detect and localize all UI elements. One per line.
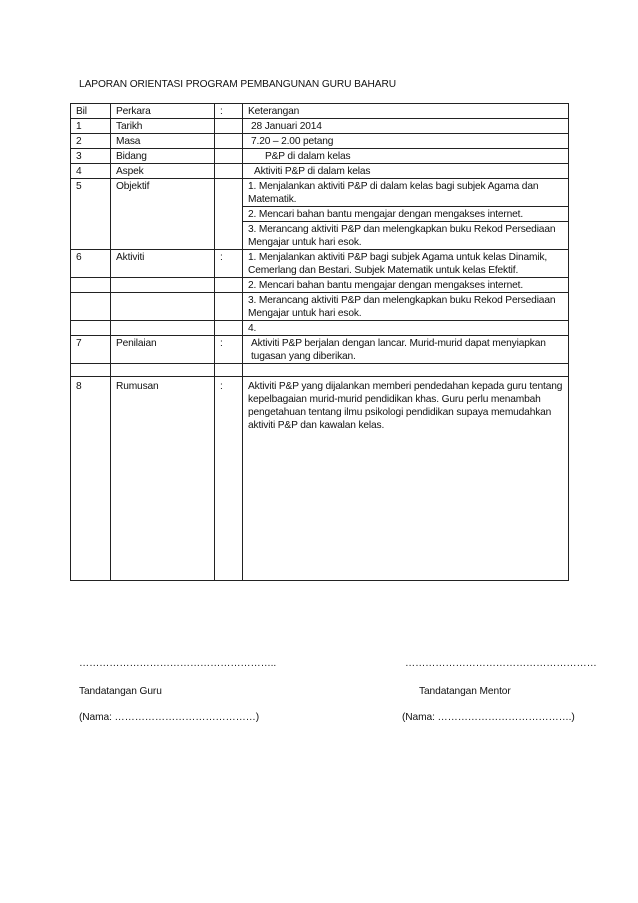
table-header-row <box>71 104 569 119</box>
objective-item: 2. Mencari bahan bantu mengajar dengan mengakses internet. <box>243 207 569 222</box>
row-keterangan <box>243 149 569 164</box>
row-perkara: Aspek <box>111 164 215 179</box>
row-separator <box>215 119 243 134</box>
activity-item: 1. Menjalankan aktiviti P&P bagi subjek Agama untuk kelas Dinamik, Cemerlang dan Bestari. Subjek Matematik untuk kelas Efektif. <box>243 250 569 278</box>
row-bil: 5 <box>71 179 111 250</box>
table-row <box>71 250 569 278</box>
row-keterangan <box>243 134 569 149</box>
row-perkara: Masa <box>111 134 215 149</box>
teacher-signature-line: ………………………………………………….. <box>79 658 277 669</box>
header-keterangan: Keterangan <box>243 104 569 119</box>
table-row <box>71 321 569 336</box>
row-separator: : <box>215 336 243 364</box>
aspect-value: Aktiviti P&P di dalam kelas <box>254 166 371 177</box>
row-keterangan <box>243 336 569 364</box>
field-value: P&P di dalam kelas <box>265 151 351 162</box>
teacher-name-field: (Nama: ……………………………………) <box>79 712 260 723</box>
row-bil: 1 <box>71 119 111 134</box>
row-bil: 4 <box>71 164 111 179</box>
objective-item: 1. Menjalankan aktiviti P&P di dalam kelas bagi subjek Agama dan Matematik. <box>243 179 569 207</box>
row-bil: 7 <box>71 336 111 364</box>
summary-text: Aktiviti P&P yang dijalankan memberi pendedahan kepada guru tentang kepelbagaian murid-murid pendidikan khas. Guru perlu menambah pengetahuan tentang ilmu psikologi pendidikan supaya memudahkan aktiviti P&P dan kawalan kelas. <box>243 377 569 581</box>
row-separator: : <box>215 377 243 581</box>
header-perkara: Perkara <box>111 104 215 119</box>
table-row <box>71 336 569 364</box>
row-perkara: Penilaian <box>111 336 215 364</box>
row-bil: 8 <box>71 377 111 581</box>
row-separator <box>215 179 243 250</box>
activity-item: 3. Merancang aktiviti P&P dan melengkapkan buku Rekod Persediaan Mengajar untuk hari esok. <box>243 293 569 321</box>
table-row <box>71 278 569 293</box>
mentor-signature-label: Tandatangan Mentor <box>419 686 511 697</box>
row-keterangan <box>243 119 569 134</box>
row-perkara: Tarikh <box>111 119 215 134</box>
row-bil: 3 <box>71 149 111 164</box>
activity-item: 2. Mencari bahan bantu mengajar dengan mengakses internet. <box>243 278 569 293</box>
header-bil: Bil <box>71 104 111 119</box>
row-separator <box>215 134 243 149</box>
document-title: LAPORAN ORIENTASI PROGRAM PEMBANGUNAN GURU BAHARU <box>79 79 396 90</box>
row-separator <box>215 149 243 164</box>
row-perkara: Rumusan <box>111 377 215 581</box>
table-row <box>71 293 569 321</box>
row-perkara: Aktiviti <box>111 250 215 278</box>
table-row <box>71 164 569 179</box>
row-perkara: Objektif <box>111 179 215 250</box>
table-row <box>71 377 569 581</box>
row-perkara: Bidang <box>111 149 215 164</box>
mentor-name-field: (Nama: ………………………………….) <box>402 712 575 723</box>
table-row <box>71 149 569 164</box>
table-row <box>71 179 569 207</box>
evaluation-text: Aktiviti P&P berjalan dengan lancar. Murid-murid dapat menyiapkan tugasan yang diberikan. <box>251 338 546 362</box>
activity-item: 4. <box>243 321 569 336</box>
time-value: 7.20 – 2.00 petang <box>251 136 334 147</box>
row-separator <box>215 164 243 179</box>
objective-item: 3. Merancang aktiviti P&P dan melengkapkan buku Rekod Persediaan Mengajar untuk hari esok. <box>243 222 569 250</box>
teacher-signature-label: Tandatangan Guru <box>79 686 162 697</box>
table-row <box>71 134 569 149</box>
date-value: 28 Januari 2014 <box>251 121 322 132</box>
table-row <box>71 119 569 134</box>
row-bil: 2 <box>71 134 111 149</box>
row-separator: : <box>215 250 243 278</box>
mentor-signature-line: ………………………………………………… <box>405 658 597 669</box>
header-separator: : <box>215 104 243 119</box>
row-bil: 6 <box>71 250 111 278</box>
table-spacer-row <box>71 364 569 377</box>
report-table <box>70 103 569 581</box>
row-keterangan <box>243 164 569 179</box>
